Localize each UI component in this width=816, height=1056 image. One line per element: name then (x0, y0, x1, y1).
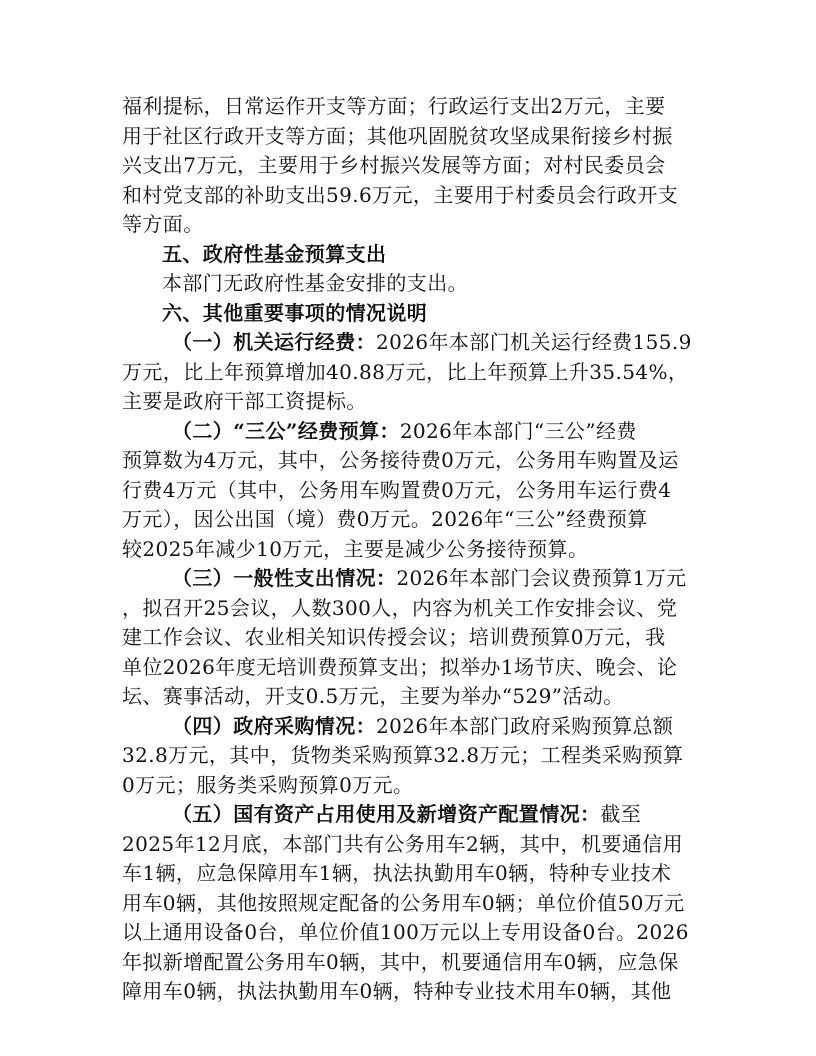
subsection-text: 2026年本部门政府采购预算总额 (376, 713, 674, 738)
paragraph-line: 行费4万元（其中，公务用车购置费0万元，公务用车运行费4 (122, 477, 672, 502)
subsection-title: （五）国有资产占用使用及新增资产配置情况： (172, 802, 601, 826)
subsection-title: （一）机关运行经费： (172, 330, 376, 354)
paragraph-line: 以上通用设备0台，单位价值100万元以上专用设备0台。2026 (122, 920, 689, 944)
paragraph-line: 万元），因公出国（境）费0万元。2026年“三公”经费预算 (122, 507, 648, 531)
paragraph-line: 预算数为4万元，其中，公务接待费0万元，公务用车购置及运 (122, 448, 679, 472)
section-heading: 五、政府性基金预算支出 (162, 241, 387, 266)
paragraph-line: 障用车0辆，执法执勤用车0辆，特种专业技术用车0辆，其他 (122, 979, 672, 1003)
paragraph-line: 用于社区行政开支等方面；其他巩固脱贫攻坚成果衔接乡村振 (122, 123, 673, 148)
paragraph-line: 兴支出7万元，主要用于乡村振兴发展等方面；对村民委员会 (122, 153, 666, 177)
paragraph-line: 单位2026年度无培训费预算支出；拟举办1场节庆、晚会、论 (122, 654, 678, 679)
paragraph-line: 32.8万元，其中，货物类采购预算32.8万元；工程类采购预算 (122, 743, 684, 767)
paragraph-line: 2025年12月底，本部门共有公务用车2辆，其中，机要通信用 (122, 831, 684, 856)
paragraph-line: 较2025年减少10万元，主要是减少公务接待预算。 (122, 536, 589, 561)
subsection-line (122, 800, 697, 830)
subsection-line (122, 417, 697, 447)
paragraph-line: 福利提标，日常运作开支等方面；行政运行支出2万元，主要 (122, 94, 666, 118)
subsection-title: （二）“三公”经费预算： (172, 418, 400, 443)
paragraph-line: 等方面。 (122, 212, 204, 236)
paragraph-line: ，拟召开25会议，人数300人，内容为机关工作安排会议、党 (122, 595, 678, 620)
paragraph-line: 和村党支部的补助支出59.6万元，主要用于村委员会行政开支 (122, 182, 679, 207)
section-heading: 六、其他重要事项的情况说明 (162, 300, 428, 325)
subsection-line (122, 328, 697, 358)
paragraph-line: 主要是政府干部工资提标。 (122, 389, 367, 413)
subsection-text: 2026年本部门会议费预算1万元 (396, 566, 687, 590)
subsection-text: 2026年本部门机关运行经费155.9 (376, 330, 692, 354)
paragraph-line: 本部门无政府性基金安排的支出。 (162, 271, 468, 295)
paragraph-line: 建工作会议、农业相关知识传授会议；培训费预算0万元，我 (122, 625, 666, 649)
subsection-text: 截至 (600, 802, 642, 826)
paragraph-line: 用车0辆，其他按照规定配备的公务用车0辆；单位价值50万元 (122, 890, 685, 915)
paragraph-line: 年拟新增配置公务用车0辆，其中，机要通信用车0辆，应急保 (122, 949, 679, 974)
paragraph-line: 0万元；服务类采购预算0万元。 (122, 772, 414, 797)
paragraph-line: 万元，比上年预算增加40.88万元，比上年预算上升35.54%， (122, 359, 689, 384)
subsection-line (122, 712, 697, 742)
document-page (122, 92, 697, 1007)
subsection-title: （四）政府采购情况： (172, 713, 376, 738)
paragraph-line: 车1辆，应急保障用车1辆，执法执勤用车0辆，特种专业技术 (122, 861, 672, 885)
paragraph-line: 坛、赛事活动，开支0.5万元，主要为举办“529”活动。 (122, 684, 624, 708)
subsection-text: 2026年本部门“三公”经费 (399, 418, 637, 443)
subsection-title: （三）一般性支出情况： (172, 566, 397, 590)
subsection-line (122, 564, 697, 594)
